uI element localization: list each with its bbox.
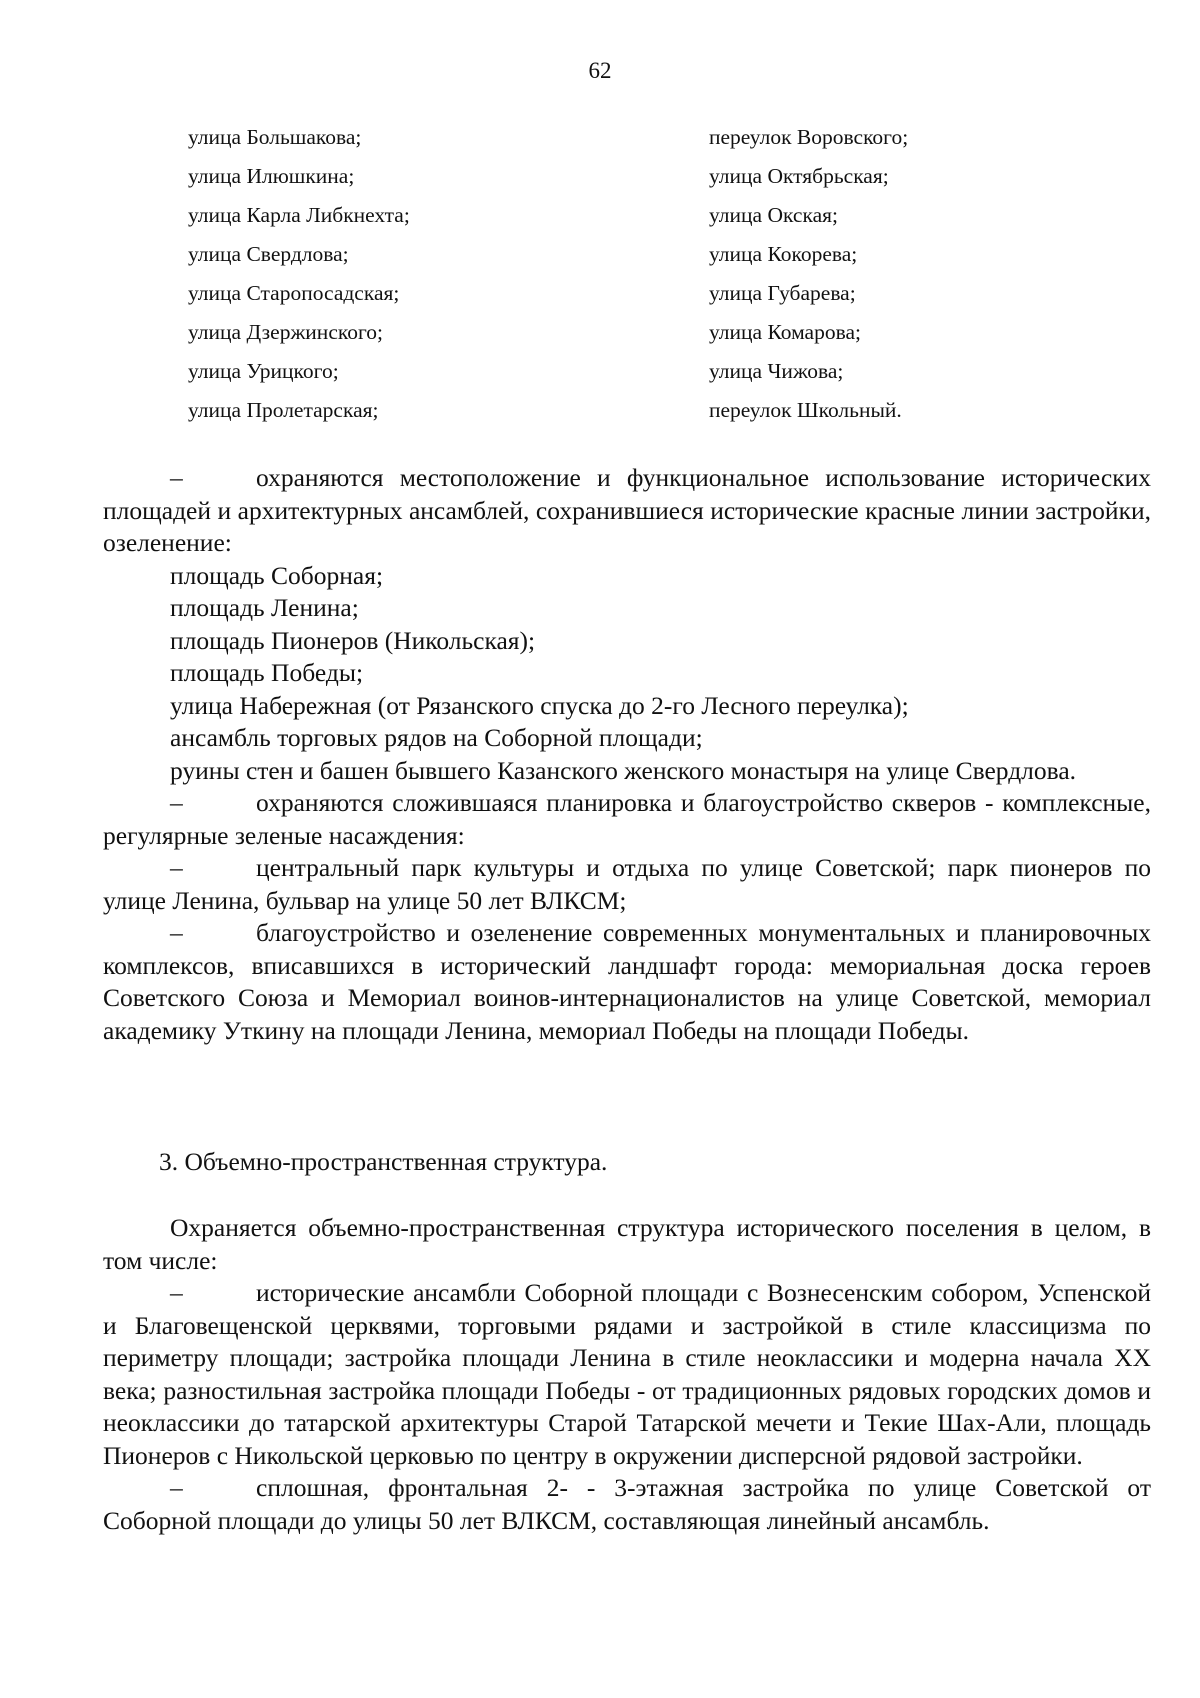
bullet-paragraph xyxy=(103,852,1151,917)
protection-section xyxy=(103,462,1151,1047)
list-item: улица Старопосадская; xyxy=(188,281,400,305)
bullet-paragraph xyxy=(103,917,1151,1047)
street-column-right xyxy=(709,118,1008,430)
bullet-paragraph xyxy=(103,787,1151,852)
list-item: улица Губарева; xyxy=(709,281,856,305)
street-column-left xyxy=(188,118,709,430)
structure-section xyxy=(103,1212,1151,1537)
list-item: площадь Победы; xyxy=(170,658,364,687)
list-item: переулок Воровского; xyxy=(709,125,909,149)
street-list xyxy=(188,118,1008,430)
list-item: улица Илюшкина; xyxy=(188,164,355,188)
dash-marker: – xyxy=(170,853,183,882)
paragraph-text: благоустройство и озеленение современных монументальных и планировочных комплексов, вписавшихся в исторический ландшафт города: мемориальная доска героев Советского Союза и Мемориал воинов-интернационалистов на улице Советской, мемориал академику Уткину на площади Ленина, мемориал Победы на площади Победы. xyxy=(103,918,1151,1045)
paragraph-text: исторические ансамбли Соборной площади с Вознесенским собором, Успенской и Благовещенской церквями, торговыми рядами и застройкой в стиле классицизма по периметру площади; застройка площади Ленина в стиле неоклассики и модерна начала XX века; разностильная застройка площади Победы - от традиционных рядовых городских домов и неоклассики до татарской архитектуры Старой Татарской мечети и Текие Шах-Али, площадь Пионеров с Никольской церковью по центру в окружении дисперсной рядовой застройки. xyxy=(103,1278,1151,1470)
list-item: переулок Школьный. xyxy=(709,398,902,422)
dash-marker: – xyxy=(170,1473,183,1502)
list-item: улица Урицкого; xyxy=(188,359,339,383)
list-item: улица Свердлова; xyxy=(188,242,349,266)
list-item: площадь Пионеров (Никольская); xyxy=(170,625,536,655)
list-item: улица Октябрьская; xyxy=(709,164,889,188)
list-item: улица Карла Либкнехта; xyxy=(188,203,410,227)
list-item: улица Комарова; xyxy=(709,320,861,344)
paragraph-text: центральный парк культуры и отдыха по улице Советской; парк пионеров по улице Ленина, бульвар на улице 50 лет ВЛКСМ; xyxy=(103,853,1151,915)
list-item: ансамбль торговых рядов на Соборной площади; xyxy=(170,723,703,752)
bullet-paragraph xyxy=(103,462,1151,560)
list-item: площадь Соборная; xyxy=(170,560,384,590)
paragraph-text: охраняются местоположение и функциональное использование исторических площадей и архитектурных ансамблей, сохранившиеся исторические красные линии застройки, озеленение: xyxy=(103,463,1151,557)
section-heading: 3. Объемно-пространственная структура. xyxy=(159,1147,608,1176)
list-item: улица Кокорева; xyxy=(709,242,858,266)
bullet-paragraph xyxy=(103,1472,1151,1537)
list-item: руины стен и башен бывшего Казанского женского монастыря на улице Свердлова. xyxy=(170,755,1077,785)
dash-marker: – xyxy=(170,918,183,947)
list-item: улица Набережная (от Рязанского спуска до 2-го Лесного переулка); xyxy=(170,690,909,720)
list-item: улица Пролетарская; xyxy=(188,398,379,422)
list-item: площадь Ленина; xyxy=(170,593,359,622)
dash-marker: – xyxy=(170,788,183,817)
list-item: улица Чижова; xyxy=(709,359,844,383)
list-item: улица Окская; xyxy=(709,203,838,227)
paragraph-text: сплошная, фронтальная 2- - 3-этажная застройка по улице Советской от Соборной площади до улицы 50 лет ВЛКСМ, составляющая линейный ансамбль. xyxy=(103,1473,1151,1535)
bullet-paragraph xyxy=(103,1277,1151,1472)
dash-marker: – xyxy=(170,463,183,492)
list-item: улица Дзержинского; xyxy=(188,320,383,344)
page-number: 62 xyxy=(588,58,612,83)
dash-marker: – xyxy=(170,1278,183,1307)
intro-paragraph: Охраняется объемно-пространственная структура исторического поселения в целом, в том числе: xyxy=(103,1213,1151,1275)
list-item: улица Большакова; xyxy=(188,125,362,149)
paragraph-text: охраняются сложившаяся планировка и благоустройство скверов - комплексные, регулярные зеленые насаждения: xyxy=(103,788,1151,850)
